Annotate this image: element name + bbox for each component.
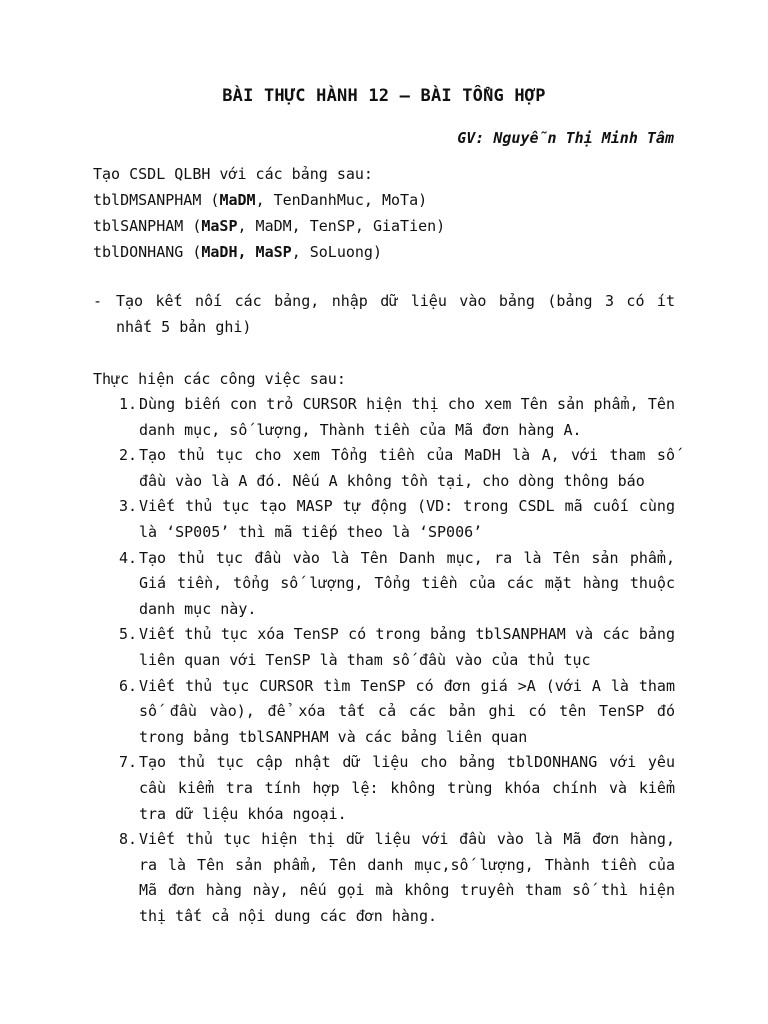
bullet-section <box>93 288 675 340</box>
schema-section <box>93 161 675 265</box>
task-number: 7. <box>118 753 137 772</box>
document-title: BÀI THỰC HÀNH 12 – BÀI TỔNG HỢP <box>222 86 546 106</box>
task-text: Dùng biến con trỏ CURSOR hiện thị cho xem Tên sản phẩm, Tên danh mục, số lượng, Thành tiền của Mã đơn hàng A. <box>139 395 675 439</box>
table-definition: tblDMSANPHAM (MaDM, TenDanhMuc, MoTa) <box>93 191 428 209</box>
task-text: Viết thủ tục tạo MASP tự động (VD: trong CSDL mã cuối cùng là ‘SP005’ thì mã tiếp theo là ‘SP006’ <box>139 497 675 541</box>
task-item <box>93 546 675 623</box>
task-item <box>93 674 675 751</box>
task-number: 1. <box>118 395 137 413</box>
author-line: GV: Nguyễn Thị Minh Tâm <box>457 129 674 147</box>
task-number: 4. <box>118 548 137 567</box>
task-item <box>93 622 675 673</box>
task-text: Viết thủ tục CURSOR tìm TenSP có đơn giá >A (với A là tham số đầu vào), để xóa tất cả các bản ghi có tên TenSP đó trong bảng tblSANPHAM và các bảng liên quan <box>139 676 675 746</box>
bullet-item <box>93 288 675 340</box>
task-number: 6. <box>118 676 137 695</box>
task-text: Viết thủ tục hiện thị dữ liệu với đầu vào là Mã đơn hàng, ra là Tên sản phẩm, Tên danh mục,số lượng, Thành tiền của Mã đơn hàng này, nếu gọi mà không truyền tham số thì hiện thị tất cả nội dung các đơn hàng. <box>139 830 675 925</box>
primary-key: MaDH, MaSP <box>201 243 292 261</box>
tasks-heading: Thực hiện các công việc sau: <box>93 370 346 388</box>
task-item <box>93 443 675 494</box>
task-item <box>93 494 675 545</box>
task-item <box>93 392 675 443</box>
task-number: 2. <box>118 446 137 465</box>
task-text: Tạo thủ tục cho xem Tổng tiền của MaDH là A, với tham số đầu vào là A đó. Nếu A không tồn tại, cho dòng thông báo <box>139 446 675 490</box>
intro-text: Tạo CSDL QLBH với các bảng sau: <box>93 165 373 183</box>
table-definition: tblDONHANG (MaDH, MaSP, SoLuong) <box>93 243 382 261</box>
task-number: 5. <box>118 625 137 644</box>
task-item <box>93 750 675 827</box>
task-number: 3. <box>118 497 137 516</box>
task-list <box>93 392 675 929</box>
table-definition: tblSANPHAM (MaSP, MaDM, TenSP, GiaTien) <box>93 217 446 235</box>
bullet-text: Tạo kết nối các bảng, nhập dữ liệu vào bảng (bảng 3 có ít nhất 5 bản ghi) <box>116 292 675 336</box>
bullet-dash: - <box>93 292 103 310</box>
primary-key: MaSP <box>201 217 238 235</box>
task-text: Viết thủ tục xóa TenSP có trong bảng tblSANPHAM và các bảng liên quan với TenSP là tham số đầu vào của thủ tục <box>139 625 675 669</box>
task-text: Tạo thủ tục đầu vào là Tên Danh mục, ra là Tên sản phẩm, Giá tiền, tổng số lượng, Tổng tiền của các mặt hàng thuộc danh mục này. <box>139 548 675 618</box>
primary-key: MaDM <box>219 191 256 209</box>
task-number: 8. <box>118 830 137 849</box>
task-item <box>93 827 675 929</box>
task-text: Tạo thủ tục cập nhật dữ liệu cho bảng tblDONHANG với yêu cầu kiểm tra tính hợp lệ: không trùng khóa chính và kiểm tra dữ liệu khóa ngoại. <box>139 753 675 823</box>
